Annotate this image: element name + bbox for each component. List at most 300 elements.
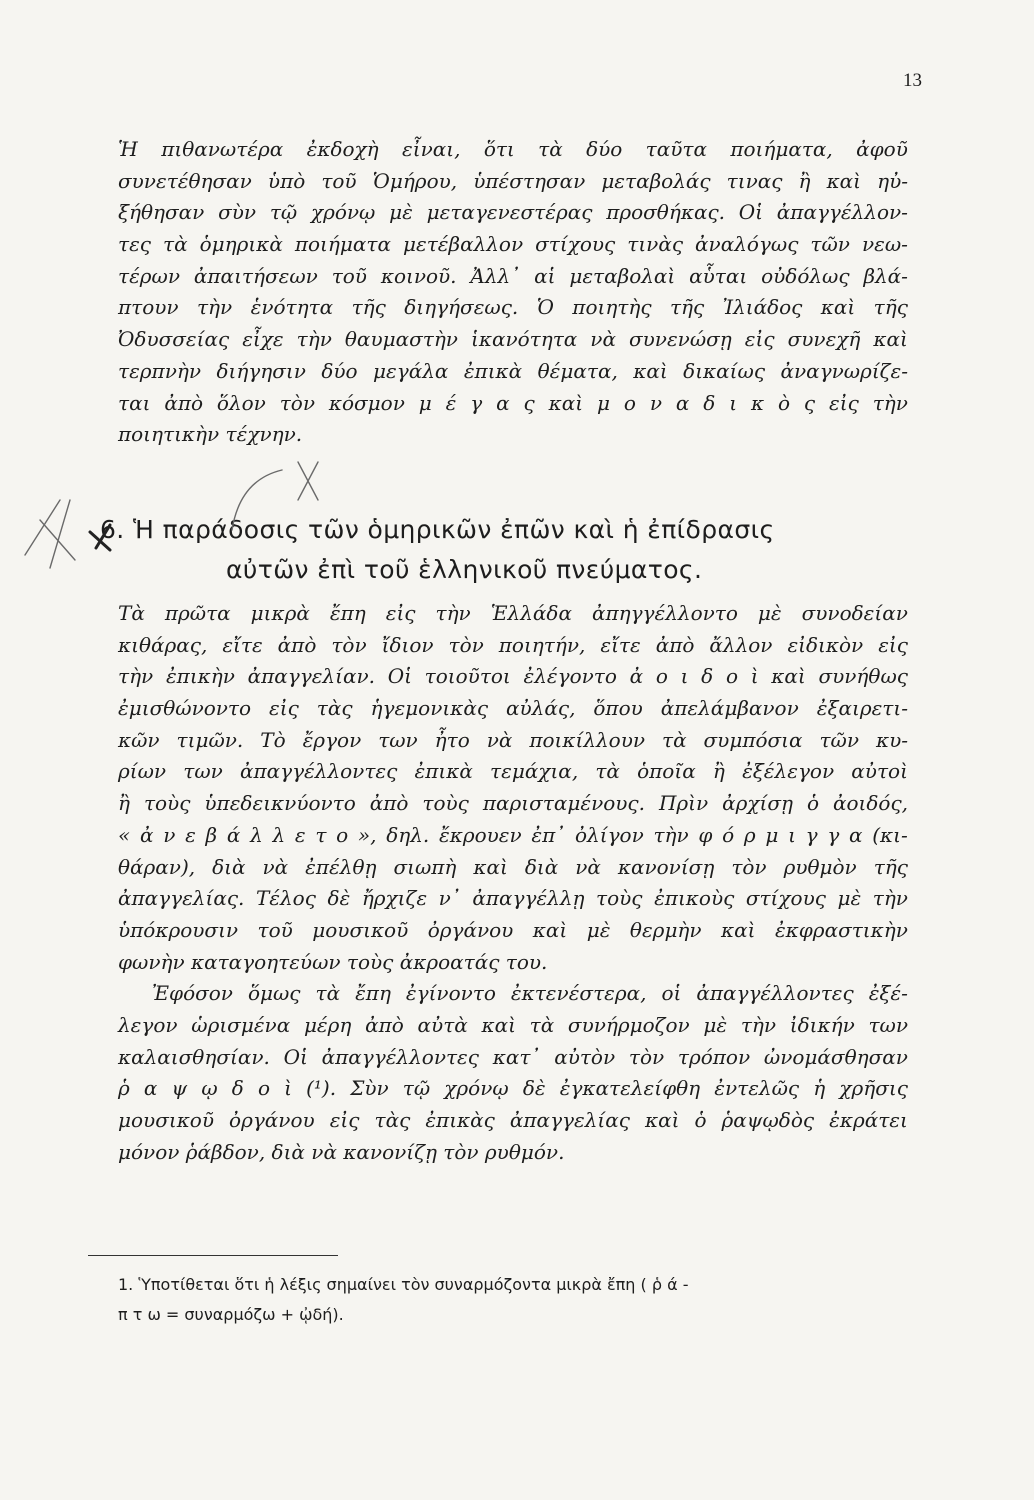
text-line — [118, 630, 908, 662]
word: Ἐφόσον — [152, 981, 233, 1006]
word: στίχους — [745, 886, 826, 911]
word: ἀπαγγέλλῃ — [472, 886, 585, 911]
word: εἴτε — [222, 632, 263, 657]
word: Οἱ — [738, 200, 764, 225]
word: μέρη — [303, 1012, 352, 1037]
word: δ — [231, 1076, 244, 1101]
text-line — [118, 1010, 908, 1042]
word: Ἀλλ᾽ — [470, 263, 521, 288]
word: μ — [765, 822, 779, 847]
word: τὴν — [296, 327, 332, 352]
text-line — [118, 915, 908, 947]
word: εἰς — [744, 327, 775, 352]
word: ρυθμὸν — [783, 854, 857, 879]
word: καὶ — [873, 327, 908, 352]
word: ὁμηρικὰ — [199, 232, 283, 257]
word: συνήρμοζον — [567, 1012, 690, 1037]
text-line — [118, 324, 908, 356]
word: τῆς — [351, 295, 386, 320]
word: σὺν — [218, 200, 257, 225]
word: θάραν), — [118, 854, 196, 879]
word: Τέλος — [255, 886, 316, 911]
word: εἰς — [329, 1108, 360, 1132]
word: Πρὶν — [658, 791, 709, 816]
word: ἔργον — [302, 727, 362, 752]
word: ἡ — [813, 1076, 826, 1101]
text-line — [118, 166, 908, 198]
word: καὶ — [721, 917, 756, 942]
word: ηὐ- — [877, 168, 908, 193]
word: τιμῶν. — [176, 727, 244, 752]
word: εἰς — [878, 632, 908, 657]
word: τοὺς — [143, 791, 191, 816]
word: ἀρχίσῃ — [722, 791, 793, 816]
text-line — [118, 756, 908, 788]
word: τοῦ — [257, 917, 293, 942]
word: ν᾽ — [438, 886, 461, 911]
word: ἐπικὰ — [463, 358, 523, 383]
word: ὶ — [284, 1076, 292, 1101]
text-line — [118, 725, 908, 757]
word: ς — [803, 390, 816, 415]
word: ὸ — [777, 390, 791, 415]
word: Τὰ — [118, 601, 145, 625]
word: τες — [118, 232, 151, 257]
text-line: φωνὴν καταγοητεύων τοὺς ἀκροατάς του. — [118, 949, 548, 974]
word: προσθήκας. — [606, 200, 726, 225]
word: βλά- — [863, 263, 908, 288]
word: ἐπικὰς — [425, 1108, 495, 1132]
word: ῳ — [201, 1076, 218, 1101]
word: δὲ — [522, 1076, 546, 1101]
word: ο — [336, 822, 349, 847]
word: ἀναγνωρίζε- — [780, 358, 908, 383]
word: ἐκφραστικὴν — [774, 917, 908, 942]
word: τῷ — [269, 200, 298, 225]
word: τὴν — [196, 295, 233, 320]
word: ἀφοῦ — [856, 137, 908, 161]
word: ν — [649, 390, 662, 415]
text-line — [118, 261, 908, 293]
word: ἴδιον — [381, 632, 434, 657]
word: έ — [445, 390, 457, 415]
word: ὡρισμένα — [191, 1012, 291, 1037]
word: πρῶτα — [164, 601, 231, 625]
word: ἀπελάμβανον — [660, 696, 799, 721]
word: ο — [623, 390, 636, 415]
word: ἀπαγγελίας — [509, 1108, 630, 1132]
word: καὶ — [826, 168, 862, 193]
word: αὐτὸν — [554, 1044, 616, 1069]
word: διὰ — [524, 854, 559, 879]
word: συμπόσια — [703, 727, 803, 752]
page-number: 13 — [903, 70, 922, 91]
word: τ — [315, 822, 327, 847]
word: ἔπη — [329, 601, 366, 625]
word: ἐπέλθῃ — [305, 854, 377, 879]
text-line — [118, 852, 908, 884]
word: ἀπὸ — [277, 632, 317, 657]
text-line — [118, 229, 908, 261]
word: ο — [257, 1076, 270, 1101]
word: ε — [294, 822, 306, 847]
word: ἡγεμονικὰς — [370, 696, 489, 721]
word: εἰς — [269, 696, 299, 721]
word: ὠνομάσθησαν — [763, 1044, 908, 1069]
text-line — [118, 598, 908, 630]
word: Ἡ — [118, 137, 138, 161]
word: τὰ — [595, 759, 620, 784]
word: τεμάχια, — [490, 759, 579, 784]
word: ἦτο — [434, 727, 470, 752]
word: καὶ — [771, 664, 806, 689]
word: ἐμισθώνοντο — [118, 696, 252, 721]
word: τῆς — [669, 295, 705, 320]
text-line: ποιητικὴν τέχνην. — [118, 422, 303, 447]
text-line — [118, 820, 908, 852]
word: στίχους — [535, 232, 616, 257]
text-line — [118, 661, 908, 693]
word: ἀ — [139, 822, 154, 847]
word: ἐπ᾽ — [531, 822, 566, 847]
word: Ἰλιάδος — [722, 295, 803, 320]
word: τοῦ — [331, 263, 367, 288]
text-line — [118, 1073, 908, 1105]
word: συνετέθησαν — [118, 168, 252, 193]
word: ποιήματα, — [730, 137, 833, 161]
word: μὲ — [389, 200, 413, 225]
word: μετέβαλλον — [402, 232, 524, 257]
word: ἀναλόγως — [695, 232, 799, 257]
word: ἀπὸ — [164, 390, 204, 415]
word: τὴν — [435, 601, 471, 625]
word: διὰ — [212, 854, 246, 879]
word: μεταβολάς — [601, 168, 711, 193]
word: κῶν — [118, 727, 160, 752]
word: ἀ — [629, 664, 644, 689]
word: τοὺς — [422, 791, 469, 816]
word: ἐξέ- — [868, 981, 908, 1006]
word: ψ — [171, 1076, 188, 1101]
word: ά — [226, 822, 241, 847]
text-line — [118, 693, 908, 725]
word: φ — [698, 822, 713, 847]
word: Οἱ — [283, 1044, 308, 1069]
text-line — [118, 134, 908, 166]
word: « — [118, 822, 131, 847]
word: ἐγίνοντο — [405, 981, 496, 1006]
word: τοὺς — [596, 886, 643, 911]
paragraph-2 — [118, 598, 908, 1168]
word: κιθάρας, — [118, 632, 208, 657]
word: ἐπικὰ — [414, 759, 473, 784]
word: ἀπαγγέλλοντες — [696, 981, 854, 1006]
word: καὶ — [633, 358, 668, 383]
text-line — [118, 883, 908, 915]
word: μ — [597, 390, 610, 415]
word: ἢ — [712, 759, 725, 784]
word: καὶ — [481, 1012, 516, 1037]
word: ἐπικοὺς — [654, 886, 735, 911]
word: Οἱ — [387, 664, 412, 689]
word: γ — [805, 822, 818, 847]
word: τὸν — [731, 854, 767, 879]
word: τῆς — [873, 854, 908, 879]
word: σιωπὴ — [393, 854, 457, 879]
footnote-line: 1. Ὑποτίθεται ὅτι ἡ λέξις σημαίνει τὸν συναρμόζοντα μικρὰ ἔπη ( ῥ ά - — [118, 1275, 689, 1294]
word: τῶν — [819, 727, 860, 752]
word: τῶν — [810, 232, 850, 257]
word: συνήθως — [818, 664, 908, 689]
word: συνοδείαν — [801, 601, 908, 625]
word: θερμὴν — [629, 917, 702, 942]
word: ι — [729, 390, 738, 415]
word: μὲ — [757, 601, 782, 625]
word: ὁ — [694, 1108, 707, 1132]
word: καλαισθησίαν. — [118, 1044, 270, 1069]
word: ν — [163, 822, 176, 847]
word: ἢ — [798, 168, 811, 193]
word: α — [496, 390, 510, 415]
word: δικαίως — [683, 358, 766, 383]
word: παρισταμένους. — [482, 791, 645, 816]
word: ἔπη — [355, 981, 391, 1006]
word: τὰ — [538, 137, 563, 161]
word: ὀλίγον — [575, 822, 644, 847]
word: νὰ — [590, 327, 616, 352]
text-line — [118, 388, 908, 420]
word: Τὸ — [260, 727, 286, 752]
word: κοινοῦ. — [380, 263, 457, 288]
word: ἀπὸ — [655, 632, 695, 657]
word: τὸν — [628, 1044, 665, 1069]
word: τὰ — [529, 1012, 555, 1037]
word: ἐλέγοντο — [523, 664, 617, 689]
word: τὰ — [662, 727, 687, 752]
word: », — [357, 822, 377, 847]
word: των — [378, 727, 418, 752]
text-line: μόνον ῥάβδον, διὰ νὰ κανονίζῃ τὸν ρυθμόν. — [118, 1139, 565, 1164]
word: αὗται — [689, 263, 748, 288]
word: εἰς — [829, 390, 859, 415]
word: λεγον — [118, 1012, 178, 1037]
word: ι — [680, 664, 689, 689]
word: ἀπὸ — [369, 791, 409, 816]
text-line — [118, 1105, 908, 1137]
word: οὐδόλως — [761, 263, 850, 288]
word: δ — [701, 664, 714, 689]
word: μουσικοῦ — [312, 917, 409, 942]
text-line — [118, 1042, 908, 1074]
word: ι — [788, 822, 796, 847]
word: νὰ — [486, 727, 513, 752]
footnote-line: π τ ω = συναρμόζω + ᾠδή). — [118, 1305, 344, 1324]
word: μεταγενεστέρας — [426, 200, 593, 225]
word: τὰς — [316, 696, 353, 721]
word: ἢ — [118, 791, 130, 816]
word: δηλ. — [386, 822, 430, 847]
word: τὴν — [872, 886, 908, 911]
word: κανονίσῃ — [617, 854, 715, 879]
word: των — [183, 759, 223, 784]
word: α — [675, 390, 690, 415]
word: α — [849, 822, 863, 847]
word: τοιοῦτοι — [424, 664, 511, 689]
word: τὴν — [118, 664, 154, 689]
word: ται — [118, 390, 151, 415]
word: τῷ — [402, 1076, 431, 1101]
word: ο — [725, 664, 738, 689]
word: διήγησιν — [216, 358, 306, 383]
word: μὲ — [837, 886, 862, 911]
word: αἱ — [534, 263, 556, 288]
paragraph-1 — [118, 134, 908, 451]
word: τὰς — [374, 1108, 411, 1132]
word: α — [143, 1076, 158, 1101]
word: ε — [185, 822, 196, 847]
pencil-x-mark-margin — [25, 500, 75, 568]
pencil-x-mark — [298, 462, 318, 500]
word: ἔκρουεν — [438, 822, 522, 847]
word: λ — [250, 822, 263, 847]
word: εἰδικὸν — [787, 632, 864, 657]
word: ὶ — [750, 664, 759, 689]
word: ρίων — [118, 759, 167, 784]
word: ἐγκατελείφθη — [559, 1076, 701, 1101]
word: γ — [827, 822, 840, 847]
word: οἱ — [661, 981, 682, 1006]
text-line — [118, 197, 908, 229]
word: ὁ — [806, 791, 819, 816]
word: αὐτοὶ — [851, 759, 908, 784]
word: Ὁμήρου, — [372, 168, 458, 193]
word: κατ᾽ — [492, 1044, 541, 1069]
word: (¹). — [306, 1076, 337, 1101]
word: ἐκδοχὴ — [306, 137, 379, 161]
word: νεω- — [861, 232, 908, 257]
word: ἀπηγγέλλοντο — [591, 601, 738, 625]
section-heading-line-2: αὐτῶν ἐπὶ τοῦ ἑλληνικοῦ πνεύματος. — [226, 555, 703, 584]
word: θέματα, — [537, 358, 618, 383]
word: τινὰς — [627, 232, 684, 257]
word: ἀπαγγελίας. — [118, 886, 245, 911]
word: ἰδικήν — [789, 1012, 855, 1037]
word: ταῦτα — [645, 137, 707, 161]
word: συνεχῆ — [787, 327, 861, 352]
word: μ — [418, 390, 432, 415]
word: ὅλον — [216, 390, 266, 415]
word: καὶ — [644, 1108, 680, 1132]
word: ἐπικὴν — [165, 664, 235, 689]
word: ποιήματα — [294, 232, 391, 257]
word: ποικίλλουν — [529, 727, 646, 752]
word: νὰ — [262, 854, 289, 879]
word: ῥαψῳδὸς — [721, 1108, 815, 1132]
word: μικρὰ — [250, 601, 310, 625]
word: χρόνῳ — [444, 1076, 509, 1101]
word: ς — [523, 390, 535, 415]
word: τὴν — [872, 390, 908, 415]
word: μὲ — [703, 1012, 728, 1037]
word: ἀοιδός, — [832, 791, 908, 816]
word: Ἑλλάδα — [490, 601, 572, 625]
word: ἐξέλεγον — [742, 759, 835, 784]
word: ἄλλον — [709, 632, 773, 657]
word: καὶ — [820, 295, 856, 320]
word: ἀπαγγελίαν. — [247, 664, 375, 689]
word: ἐντελῶς — [714, 1076, 800, 1101]
word: μεγάλα — [373, 358, 449, 383]
word: τέρων — [118, 263, 181, 288]
word: ἀπαγγέλλοντες — [239, 759, 398, 784]
word: δὲ — [327, 886, 351, 911]
word: δύο — [321, 358, 358, 383]
word: ὑπεδεικνύοντο — [204, 791, 356, 816]
word: πτουν — [118, 295, 179, 320]
word: Σὺν — [350, 1076, 389, 1101]
word: (κι- — [872, 822, 908, 847]
word: ό — [722, 822, 735, 847]
word: ἐκτενέστερα, — [510, 981, 647, 1006]
word: ὅτι — [483, 137, 515, 161]
word: ὑπέστησαν — [473, 168, 586, 193]
word: ξήθησαν — [118, 200, 205, 225]
word: ἀπαγγέλλοντες — [321, 1044, 479, 1069]
word: κ — [750, 390, 765, 415]
word: β — [205, 822, 218, 847]
word: γ — [470, 390, 483, 415]
word: ποιητήν, — [498, 632, 586, 657]
word: ὀργάνου — [427, 917, 514, 942]
word: τὰ — [315, 981, 341, 1006]
word: τὴν — [740, 1012, 777, 1037]
word: ὅμως — [247, 981, 301, 1006]
word: μὲ — [586, 917, 611, 942]
section-heading-line-1: 6. Ἡ παράδοσις τῶν ὁμηρικῶν ἐπῶν καὶ ἡ ἐπίδρασις — [100, 515, 775, 544]
word: καὶ — [473, 854, 508, 879]
word: ἀπαγγέλλον- — [776, 200, 908, 225]
word: εἶχε — [242, 327, 284, 352]
word: τὸν — [331, 632, 367, 657]
word: αὐτὰ — [417, 1012, 468, 1037]
word: Ὁ — [536, 295, 554, 320]
word: ὅπου — [593, 696, 643, 721]
word: κυ- — [875, 727, 908, 752]
word: μουσικοῦ — [118, 1108, 215, 1132]
text-line — [118, 978, 908, 1010]
word: εἶναι, — [402, 137, 461, 161]
word: ὁποῖα — [637, 759, 696, 784]
word: ἑνότητα — [250, 295, 334, 320]
text-line — [118, 356, 908, 388]
word: τὴν — [653, 822, 689, 847]
word: δύο — [586, 137, 623, 161]
word: ῥ — [118, 1076, 130, 1101]
text-line — [118, 292, 908, 324]
word: τὰ — [163, 232, 188, 257]
word: ἀπαιτήσεων — [193, 263, 318, 288]
word: ποιητὴς — [572, 295, 652, 320]
word: τῆς — [873, 295, 908, 320]
word: ὀργάνου — [229, 1108, 315, 1132]
word: αὐλάς, — [506, 696, 576, 721]
word: νὰ — [575, 854, 601, 879]
word: θαυμαστὴν — [344, 327, 458, 352]
word: ἐξαιρετι- — [816, 696, 908, 721]
word: καὶ — [548, 390, 584, 415]
word: διηγήσεως. — [404, 295, 519, 320]
word: των — [868, 1012, 908, 1037]
